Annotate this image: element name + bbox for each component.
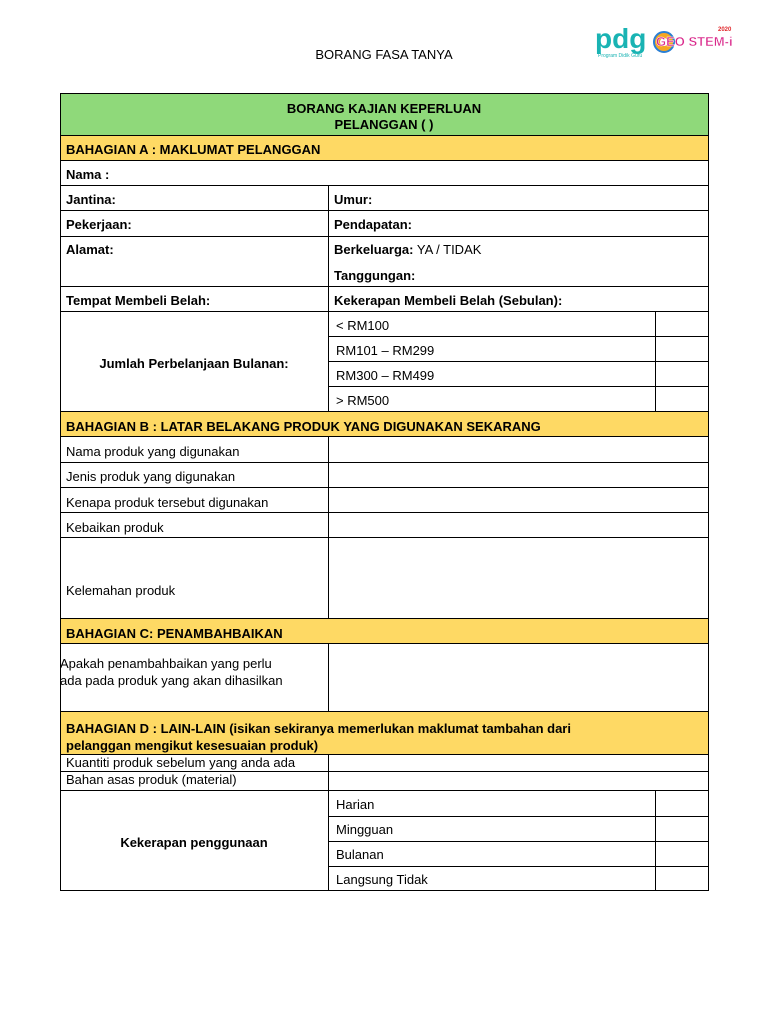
range-tick-box[interactable]	[656, 387, 708, 411]
answer-field[interactable]	[329, 644, 708, 711]
section-b-title: BAHAGIAN B : LATAR BELAKANG PRODUK YANG DIGUNAKAN SEKARANG	[66, 419, 541, 434]
bahan-label: Bahan asas produk (material)	[66, 772, 237, 787]
kekerapan-belah-label: Kekerapan Membeli Belah (Sebulan):	[334, 293, 563, 308]
pdg-logo-text: pdg	[595, 23, 647, 54]
range-tick-box[interactable]	[656, 312, 708, 336]
section-d-title	[66, 721, 571, 737]
section-c-question-line1: Apakah penambahbaikan yang perlu	[60, 656, 272, 671]
frequency-option: Mingguan	[336, 822, 394, 837]
tempat-label: Tempat Membeli Belah:	[66, 293, 211, 308]
frequency-tick-box[interactable]	[656, 842, 708, 866]
page-title: BORANG FASA TANYA	[315, 47, 453, 62]
section-d-title-bold: BAHAGIAN D : LAIN-LAIN	[66, 721, 226, 736]
geo-logo-text: GEO STEM-i	[656, 34, 733, 49]
section-a-title: BAHAGIAN A : MAKLUMAT PELANGGAN	[66, 142, 321, 157]
pekerjaan-label: Pekerjaan:	[66, 217, 132, 232]
section-b-row-label: Kelemahan produk	[66, 583, 176, 598]
frequency-option: Harian	[336, 797, 375, 812]
umur-label: Umur:	[334, 192, 373, 207]
pdg-logo	[594, 20, 650, 60]
berkeluarga-field	[334, 242, 481, 258]
nama-label: Nama :	[66, 167, 110, 182]
section-c-title: BAHAGIAN C: PENAMBAHBAIKAN	[66, 626, 283, 641]
jantina-label: Jantina:	[66, 192, 116, 207]
range-option: < RM100	[336, 318, 390, 333]
kuantiti-label: Kuantiti produk sebelum yang anda ada	[66, 755, 296, 770]
range-tick-box[interactable]	[656, 337, 708, 361]
tanggungan-label: Tanggungan:	[334, 268, 416, 283]
geo-logo-year: 2020	[718, 27, 732, 33]
answer-field[interactable]	[329, 513, 708, 537]
section-d-title-line2: pelanggan mengikut kesesuaian produk)	[66, 738, 319, 753]
answer-field[interactable]	[329, 538, 708, 618]
answer-field[interactable]	[329, 488, 708, 512]
section-b-row-label: Kebaikan produk	[66, 520, 164, 535]
pdg-logo-caption: Program Didik Guru	[598, 53, 643, 59]
range-tick-box[interactable]	[656, 362, 708, 386]
kekerapan-label: Kekerapan penggunaan	[120, 835, 268, 850]
frequency-tick-box[interactable]	[656, 867, 708, 890]
form-heading-line1: BORANG KAJIAN KEPERLUAN	[286, 101, 482, 116]
berkeluarga-value[interactable]: YA / TIDAK	[413, 242, 482, 257]
range-option: RM300 – RM499	[336, 368, 435, 383]
answer-field[interactable]	[329, 772, 708, 790]
geo-stem-logo	[652, 22, 744, 58]
frequency-tick-box[interactable]	[656, 791, 708, 816]
berkeluarga-label: Berkeluarga:	[334, 242, 414, 257]
range-option: RM101 – RM299	[336, 343, 435, 358]
section-b-row-label: Jenis produk yang digunakan	[66, 469, 236, 484]
pendapatan-label: Pendapatan:	[334, 217, 413, 232]
alamat-label: Alamat:	[66, 242, 114, 257]
frequency-option: Bulanan	[336, 847, 384, 862]
section-c-question-line2: ada pada produk yang akan dihasilkan	[60, 673, 283, 688]
section-b-row-label: Kenapa produk tersebut digunakan	[66, 495, 269, 510]
range-option: > RM500	[336, 393, 390, 408]
section-d-title-rest: (isikan sekiranya memerlukan maklumat tambahan dari	[225, 721, 571, 736]
answer-field[interactable]	[329, 437, 708, 462]
jumlah-label: Jumlah Perbelanjaan Bulanan:	[99, 356, 289, 371]
answer-field[interactable]	[329, 755, 708, 771]
form-heading-line2: PELANGGAN ( )	[334, 117, 434, 132]
frequency-tick-box[interactable]	[656, 817, 708, 841]
frequency-option: Langsung Tidak	[336, 872, 428, 887]
answer-field[interactable]	[329, 463, 708, 487]
section-b-row-label: Nama produk yang digunakan	[66, 444, 240, 459]
